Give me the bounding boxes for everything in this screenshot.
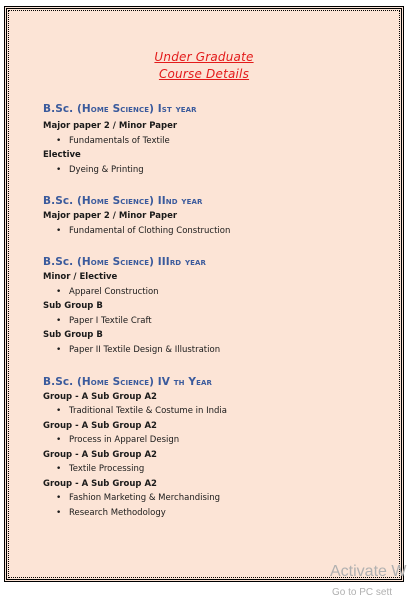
course-item: • Process in Apparel Design <box>69 435 179 445</box>
course-item: • Textile Processing <box>69 464 144 474</box>
group-label: Elective <box>43 150 81 160</box>
heading-home-science: Home Science <box>81 195 150 207</box>
title-line-1: Under Graduate <box>154 50 254 64</box>
course-item: • Paper II Textile Design & Illustration <box>69 345 220 355</box>
group-label: Group - A Sub Group A2 <box>43 421 157 431</box>
course-item: • Fundamental of Clothing Construction <box>69 226 230 236</box>
heading-suffix: ) IIIrd year <box>149 256 207 268</box>
heading-prefix: B.Sc. ( <box>43 256 82 268</box>
course-item: • Research Methodology <box>69 508 166 518</box>
group-label: Group - A Sub Group A2 <box>43 450 157 460</box>
heading-home-science: Home Science <box>81 256 150 268</box>
heading-prefix: B.Sc. ( <box>43 103 82 115</box>
group-label: Sub Group B <box>43 301 103 311</box>
section-heading-year-4 <box>43 376 212 388</box>
activate-windows-subtext: Go to PC sett <box>332 587 393 598</box>
course-item: • Fashion Marketing & Merchandising <box>69 493 220 503</box>
course-item: • Dyeing & Printing <box>69 165 144 175</box>
heading-suffix: ) IInd year <box>149 195 203 207</box>
heading-prefix: B.Sc. ( <box>43 376 82 388</box>
course-item: • Fundamentals of Textile <box>69 136 170 146</box>
group-label: Major paper 2 / Minor Paper <box>43 211 178 221</box>
heading-prefix: B.Sc. ( <box>43 195 82 207</box>
section-heading-year-1 <box>43 103 197 115</box>
group-label: Group - A Sub Group A2 <box>43 479 157 489</box>
heading-home-science: Home Science <box>81 376 150 388</box>
course-item: • Traditional Textile & Costume in India <box>69 406 227 416</box>
title-line-2: Course Details <box>158 67 250 81</box>
course-item: • Paper I Textile Craft <box>69 316 152 326</box>
group-label: Sub Group B <box>43 330 103 340</box>
group-label: Minor / Elective <box>43 272 118 282</box>
course-item: • Apparel Construction <box>69 287 159 297</box>
group-label: Group - A Sub Group A2 <box>43 392 157 402</box>
document-page <box>4 6 407 582</box>
group-label: Major paper 2 / Minor Paper <box>43 121 178 131</box>
section-heading-year-3 <box>43 256 206 268</box>
section-heading-year-2 <box>43 195 203 207</box>
heading-home-science: Home Science <box>81 103 150 115</box>
heading-suffix: ) Ist year <box>149 103 197 115</box>
heading-suffix: ) IV th Year <box>149 376 212 388</box>
activate-windows-watermark: Activate W <box>330 563 407 580</box>
